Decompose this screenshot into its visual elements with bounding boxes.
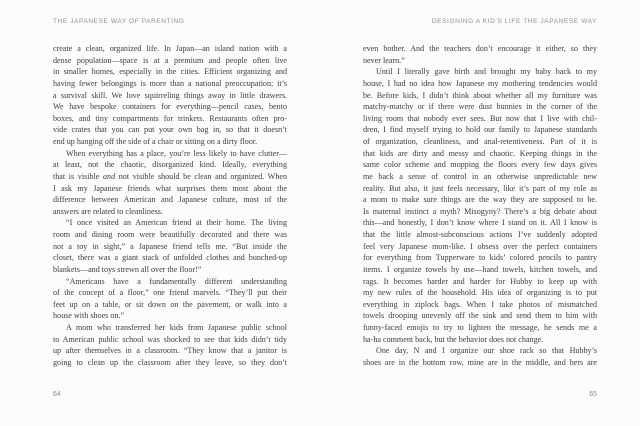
text-line: towels drooping unevenly off the sink and send them to him with [363,311,597,321]
text-line: be. Before kids, I didn’t think about whether all my furniture was [363,90,597,100]
text-line: One day, N and I organize our shoe rack so that Hubby’s [376,346,597,356]
text-line: create a clean, organized life. In Japan—an island nation with a [53,44,287,53]
text-line: rags. It becomes harder and harder for Hubby to keep up with [363,276,597,286]
text-line: me back a sense of control in an otherwise unpredictable new [363,171,597,181]
text-line: that kids are dirty and messy and chaotic. Keeping things in the [363,148,597,158]
text-line: everything in ziplock bags. When I take photos of mismatched [363,299,597,309]
text-line: Is maternal instinct a myth? Misogyny? There’s a big debate about [363,206,597,216]
text-line: not a toy in sight,” a Japanese friend tells me. “But inside the [53,241,287,251]
text-line: answers are related to cleanliness. [53,206,163,216]
text-line: “Americans have a fundamentally different understanding [66,276,287,286]
text-line: my new rules of the household. His idea of organizing is to put [363,288,597,298]
text-line: up after themselves in a classroom. “They know that a janitor is [53,346,287,356]
text-line: dense population—space is at a premium and people often live [53,55,287,65]
text-line: feet up on a table, or sit down on the pavement, or walk into a [53,299,287,309]
text-line: living room that nobody ever sees. But now that I live with chil- [363,113,597,123]
text-line: even bother. And the teachers don’t encourage it either, so they [363,44,597,53]
text-line: reality. But also, it just feels necessary, like it’s part of my role as [363,183,597,193]
text-line: this—and honestly, I don’t know where I stand on it. All I know is [363,218,597,228]
page-number-left: 64 [53,391,61,398]
text-line: house, I had no idea how Japanese my mothering tendencies would [363,78,597,88]
text-line: “I once visited an American friend at their home. The living [66,218,287,228]
page-body-text-right [363,43,597,369]
text-line: feel very Japanese mom-like. I obsess over the perfect containers [363,241,597,251]
page-number-right: 65 [589,391,597,398]
text-line: never learn.” [363,55,405,65]
right-page [363,0,597,426]
text-line: of organization, cleanliness, and anal-retentiveness. Part of it is [363,137,597,146]
text-line: closet, there was a giant stack of unfolded clothes and bunched-up [53,253,287,263]
text-line: room and dining room were beautifully decorated and there was [53,230,287,239]
text-line: funny-faced emojis to try to lighten the message, he sends me a [363,323,597,332]
text-line: of the concept of a floor,” one friend marvels. “They’ll put their [53,288,287,298]
text-line: end up hanging off the side of a chair or sitting on a dirty floor. [53,137,258,146]
text-line: to American public school was shocked to see that kids didn’t tidy [53,334,287,344]
text-line: at least, not the chaotic, disorganized kind. Ideally, everything [53,160,287,170]
page-body-text-left [53,43,287,369]
text-line: same color scheme and mopping the floors every few days gives [363,160,597,170]
text-line: shoes are in the bottom row, mine are in the middle, and hers are [363,357,597,367]
text-line: matchy-matchy or if there were dust bunnies in the corner of the [363,102,597,112]
left-page [53,0,287,426]
text-line: that is visible and not visible should be clean and organized. When [53,171,287,181]
text-line: We have bespoke containers for everything—pencil cases, bento [53,102,287,112]
text-line: having fewer belongings is more than a national preoccupation; it’s [53,78,287,88]
text-line: When everything has a place, you’re less likely to have clutter— [66,148,287,158]
text-line: a survival skill. We love squirreling things away in little drawers. [53,90,287,100]
text-line: for everything from Tupperware to kids’ colored pencils to pantry [363,253,597,263]
text-line: house with shoes on.” [53,311,125,321]
text-line: boxes, and tiny compartments for trinkets. Restaurants often pro- [53,113,287,123]
text-line: ha-ha comment back, but the behavior does not change. [363,334,544,344]
text-line: vide crates that you can put your own bag in, so that it doesn’t [53,125,287,135]
text-line: going to clean up the classroom after they leave, so they don’t [53,357,287,367]
running-header-right: DESIGNING A KID’S LIFE THE JAPANESE WAY [431,18,597,25]
text-line: I ask my Japanese friends what surprises them most about the [53,183,287,193]
text-line: a mom to make sure things are the way they are supposed to be. [363,195,597,205]
running-header-left: THE JAPANESE WAY OF PARENTING [53,18,185,25]
text-line: in smaller homes, especially in the cities. Efficient organizing and [53,67,287,77]
text-line: blankets—and toys strewn all over the floor!” [53,264,202,274]
text-line: items. I organize towels by use—hand towels, kitchen towels, and [363,264,597,274]
text-line: A mom who transferred her kids from Japanese public school [66,323,287,332]
text-line: dren, I find myself trying to hold our family to Japanese standards [363,125,597,135]
text-line: that the little almost-subconscious actions I’ve suddenly adopted [363,230,597,239]
text-line: Until I literally gave birth and brought my baby back to my [376,67,597,77]
text-line: difference between American and Japanese culture, most of the [53,195,287,205]
